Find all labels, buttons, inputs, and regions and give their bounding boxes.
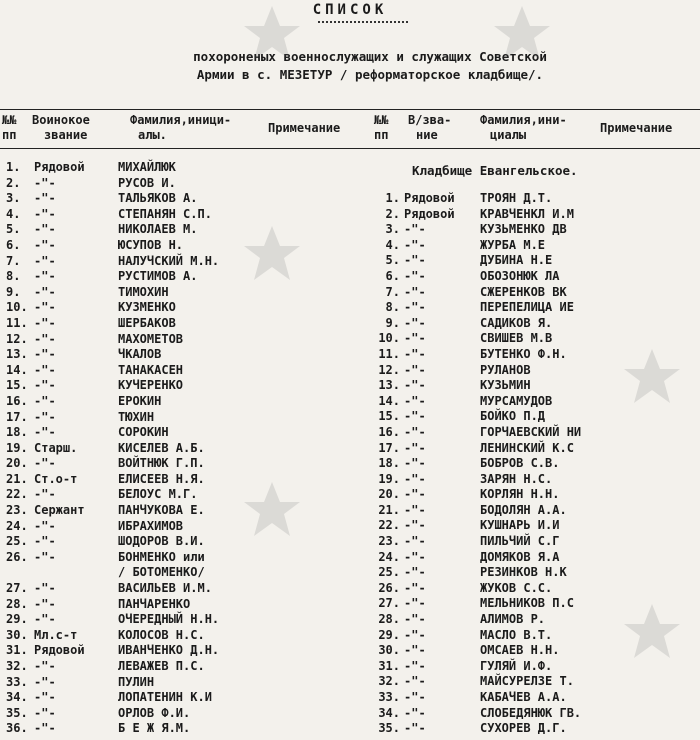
entry-num: 5. xyxy=(6,222,21,237)
subtitle-line-2: Армии в с. МЕЗЕТУР / реформаторское кладбище/. xyxy=(196,67,544,82)
list-item xyxy=(0,363,700,379)
entry-rank: Мл.с-т xyxy=(34,627,78,642)
entry-name: ВОЙТНЮК Г.П. xyxy=(118,456,205,471)
header-rank-line2: звание xyxy=(44,128,88,142)
entry-num: 1. xyxy=(385,191,400,205)
entry-rank: Старш. xyxy=(34,440,78,455)
entry-rank: -"- xyxy=(404,705,426,720)
entry-num: 9. xyxy=(385,315,400,330)
entry-num: 16. xyxy=(378,424,400,439)
entry-rank: -"- xyxy=(34,300,56,315)
list-item xyxy=(0,269,700,285)
entry-num: 3. xyxy=(385,222,400,237)
header-name xyxy=(130,113,231,143)
entry-name: ЧКАЛОВ xyxy=(118,347,162,362)
entry-rank: -"- xyxy=(404,393,426,408)
entry-name: АЛИМОВ Р. xyxy=(480,612,546,627)
entry-rank: -"- xyxy=(404,378,426,393)
list-item xyxy=(0,285,700,301)
entry-rank: -"- xyxy=(34,237,56,252)
entry-num: 4. xyxy=(385,237,400,252)
entry-num: 6. xyxy=(6,237,21,252)
list-item xyxy=(0,706,700,722)
entry-num: 15. xyxy=(378,409,400,424)
list-item xyxy=(0,409,700,425)
list-item xyxy=(0,176,360,192)
entry-rank: -"- xyxy=(404,284,426,299)
list-item xyxy=(0,441,700,457)
header-note: Примечание xyxy=(268,121,341,135)
entry-name: ЕРОКИН xyxy=(118,393,162,408)
entry-num: 16. xyxy=(6,393,28,408)
header-name-line2: алы. xyxy=(138,128,167,142)
entry-name: БОНМЕНКО или xyxy=(118,549,205,564)
entry-rank: -"- xyxy=(404,456,426,471)
entry-rank: -"- xyxy=(34,393,56,408)
entry-rank: -"- xyxy=(34,315,56,330)
entry-num: 28. xyxy=(6,596,28,611)
list-item xyxy=(0,596,700,612)
list-item xyxy=(0,487,700,503)
entry-num: 32. xyxy=(6,659,28,673)
entry-name: МАХОМЕТОВ xyxy=(118,331,184,346)
list-item xyxy=(0,659,700,675)
entry-num: 24. xyxy=(6,518,28,533)
entry-name: Б Е Ж Я.М. xyxy=(118,721,191,736)
entry-name: ГУЛЯЙ И.Ф. xyxy=(480,658,553,673)
entry-name: ЛЕВАЖЕВ П.С. xyxy=(118,659,205,673)
entry-name: ОБОЗОНЮК ЛА xyxy=(480,268,560,283)
entry-num: 31. xyxy=(378,658,400,673)
entry-rank: -"- xyxy=(34,705,56,720)
list-item xyxy=(0,160,360,176)
entry-name: ЖУРБА М.Е xyxy=(480,237,546,252)
entry-num: 13. xyxy=(6,347,28,362)
entry-rank: Сержант xyxy=(34,503,85,518)
entry-name: КУЗЬМЕНКО ДВ xyxy=(480,222,567,237)
watermark-stamp xyxy=(240,222,304,286)
document-title: СПИСОК xyxy=(312,2,388,18)
entry-name: ЕЛИСЕЕВ Н.Я. xyxy=(118,471,205,486)
entry-rank: Рядовой xyxy=(404,206,455,221)
entry-num: 19. xyxy=(378,471,400,486)
entry-num: 26. xyxy=(378,580,400,595)
list-item xyxy=(0,518,700,534)
header-rank2-line1: В/зва- xyxy=(408,113,452,127)
entry-name: СЖЕРЕНКОВ ВК xyxy=(480,284,567,299)
entry-rank: -"- xyxy=(34,206,56,221)
entry-rank: -"- xyxy=(34,549,56,564)
entry-num: 8. xyxy=(385,300,400,315)
list-item xyxy=(0,503,700,519)
header-num-line1: №№ xyxy=(2,113,17,127)
entry-num: 20. xyxy=(378,487,400,502)
entry-rank: -"- xyxy=(34,612,56,627)
list-item xyxy=(0,581,700,597)
entry-name: КИСЕЛЕВ А.Б. xyxy=(118,440,205,455)
entry-name: ПЕРЕПЕЛИЦА ИЕ xyxy=(480,300,574,315)
entry-rank: -"- xyxy=(34,659,56,673)
entry-num: 27. xyxy=(6,581,28,596)
entry-name: КУЗЬМИН xyxy=(480,378,531,393)
header-note-2: Примечание xyxy=(600,121,673,135)
entry-rank: -"- xyxy=(404,596,426,611)
entry-name: КОЛОСОВ Н.С. xyxy=(118,627,205,642)
header-rank2-line2: ние xyxy=(416,128,438,142)
list-item xyxy=(0,628,700,644)
entry-num: 6. xyxy=(385,268,400,283)
entry-num: 7. xyxy=(385,284,400,299)
entry-rank: -"- xyxy=(404,612,426,627)
entry-name: ТАНАКАСЕН xyxy=(118,362,184,377)
header-rank-2 xyxy=(408,113,451,143)
header-rule-top xyxy=(0,109,700,110)
list-item xyxy=(0,222,700,238)
entry-rank: -"- xyxy=(404,549,426,564)
entry-name: МИХАЙЛЮК xyxy=(118,160,176,174)
entry-rank: -"- xyxy=(34,518,56,533)
entry-rank: Рядовой xyxy=(34,643,85,658)
entry-name: МАЙСУРЕЛЗЕ Т. xyxy=(480,674,574,689)
entry-name: ЖУКОВ С.С. xyxy=(480,580,553,595)
entry-rank: -"- xyxy=(34,581,56,596)
entry-num: 35. xyxy=(378,721,400,736)
entry-rank: -"- xyxy=(404,580,426,595)
list-item xyxy=(0,300,700,316)
header-rank-line1: Воинокое xyxy=(32,113,90,127)
entry-name: НАЛУЧСКИЙ М.Н. xyxy=(118,253,220,268)
header-num xyxy=(2,113,16,143)
entry-rank: -"- xyxy=(404,690,426,704)
entry-rank: -"- xyxy=(34,690,56,705)
entry-num: 35. xyxy=(6,705,28,720)
entry-rank: -"- xyxy=(404,674,426,689)
entry-name: БОБРОВ С.В. xyxy=(480,456,560,471)
entry-num: 13. xyxy=(378,378,400,393)
watermark-stamp xyxy=(240,478,304,542)
entry-name: БОЙКО П.Д xyxy=(480,409,546,424)
entry-name: ЮСУПОВ Н. xyxy=(118,237,184,252)
entry-num: 27. xyxy=(378,596,400,611)
entry-name: РУСОВ И. xyxy=(118,175,176,190)
entry-name: МАСЛО В.Т. xyxy=(480,627,553,642)
entry-num: 20. xyxy=(6,456,28,471)
entry-rank: -"- xyxy=(404,534,426,549)
entry-name: КУЧЕРЕНКО xyxy=(118,378,184,393)
entry-num: 30. xyxy=(6,627,28,642)
entry-name: КОРЛЯН Н.Н. xyxy=(480,487,560,502)
entry-name: ИБРАХИМОВ xyxy=(118,518,184,533)
entry-rank: -"- xyxy=(404,440,426,455)
entry-name: РЕЗИНКОВ Н.К xyxy=(480,565,567,580)
entry-name: ШОДОРОВ В.И. xyxy=(118,534,205,549)
header-name2-line1: Фамилия,ини- xyxy=(480,113,567,127)
entry-num: 28. xyxy=(378,612,400,627)
list-item xyxy=(0,721,700,737)
entry-rank: -"- xyxy=(404,487,426,502)
entry-rank: -"- xyxy=(34,362,56,377)
list-item xyxy=(0,238,700,254)
entry-name: РУСТИМОВ А. xyxy=(118,269,198,284)
entry-num: 33. xyxy=(378,690,400,704)
list-item xyxy=(0,612,700,628)
header-num-2 xyxy=(374,113,388,143)
entry-rank: -"- xyxy=(34,253,56,268)
entry-num: 18. xyxy=(6,425,28,440)
entry-rank: -"- xyxy=(404,518,426,533)
list-item xyxy=(0,331,700,347)
entry-rank: -"- xyxy=(404,658,426,673)
entry-num: 7. xyxy=(6,253,21,268)
entry-name: ДУБИНА Н.Е xyxy=(480,253,553,268)
entry-name: ТЮХИН xyxy=(118,409,155,424)
entry-name: МУРСАМУДОВ xyxy=(480,393,553,408)
entry-name: ПУЛИН xyxy=(118,674,155,689)
list-item xyxy=(0,253,700,269)
entry-num: 34. xyxy=(378,705,400,720)
entry-rank: Рядовой xyxy=(34,160,85,174)
entry-name: КУШНАРЬ И.И xyxy=(480,518,560,533)
entry-num: 9. xyxy=(6,284,21,299)
entry-num: 5. xyxy=(385,253,400,268)
entry-rank: -"- xyxy=(34,284,56,299)
entry-name: СОРОКИН xyxy=(118,425,169,440)
entry-name: КУЗМЕНКО xyxy=(118,300,176,315)
entry-rank: -"- xyxy=(34,456,56,471)
entry-name: НИКОЛАЕВ М. xyxy=(118,222,198,237)
entry-rank: -"- xyxy=(404,471,426,486)
list-item xyxy=(0,207,700,223)
entry-num: 11. xyxy=(378,346,400,361)
entry-num: 18. xyxy=(378,456,400,471)
entry-rank: -"- xyxy=(404,565,426,580)
entry-name: СВИШЕВ М.В xyxy=(480,331,553,346)
entry-rank: -"- xyxy=(404,721,426,736)
list-item xyxy=(0,565,700,581)
entry-rank: -"- xyxy=(34,378,56,393)
list-item xyxy=(0,378,700,394)
entry-num: 1. xyxy=(6,160,21,174)
entry-name: МЕЛЬНИКОВ П.С xyxy=(480,596,574,611)
entry-num: 32. xyxy=(378,674,400,689)
entry-name: ТАЛЬЯКОВ А. xyxy=(118,191,198,206)
subtitle-line-1: похороненых военнослужащих и служащих Советской xyxy=(193,49,547,64)
entry-rank: -"- xyxy=(34,175,56,190)
entry-rank: -"- xyxy=(404,222,426,237)
entry-rank: -"- xyxy=(404,643,426,658)
entry-name: ШЕРБАКОВ xyxy=(118,315,176,330)
entry-num: 12. xyxy=(6,331,28,346)
entry-name: БЕЛОУС М.Г. xyxy=(118,487,198,502)
entry-rank: -"- xyxy=(404,300,426,315)
list-item xyxy=(0,191,700,207)
entry-name: ВАСИЛЬЕВ И.М. xyxy=(118,581,212,596)
entry-name: СТЕПАНЯН С.П. xyxy=(118,206,212,221)
watermark-stamp xyxy=(620,600,684,664)
entry-name: ТИМОХИН xyxy=(118,284,169,299)
entry-num: 29. xyxy=(6,612,28,627)
entry-name: САДИКОВ Я. xyxy=(480,315,553,330)
entry-rank: -"- xyxy=(34,487,56,502)
entry-name: РУЛАНОВ xyxy=(480,362,531,377)
entry-rank: -"- xyxy=(404,409,426,424)
entry-num: 2. xyxy=(6,175,21,190)
header-rule-bottom xyxy=(0,148,700,149)
cemetery-label: Кладбище Евангельское. xyxy=(412,163,578,178)
entry-num: 36. xyxy=(6,721,28,736)
entry-num: 15. xyxy=(6,378,28,393)
header-num-line2: пп xyxy=(2,128,17,142)
entry-num: 3. xyxy=(6,191,21,206)
entry-name: ОРЛОВ Ф.И. xyxy=(118,705,191,720)
entry-num: 33. xyxy=(6,674,28,689)
list-item xyxy=(0,674,700,690)
entry-num: 31. xyxy=(6,643,28,658)
entry-name: БУТЕНКО Ф.Н. xyxy=(480,346,567,361)
entry-num: 10. xyxy=(378,331,400,346)
entry-name: ОЧЕРЕДНЫЙ Н.Н. xyxy=(118,612,220,627)
entry-num: 10. xyxy=(6,300,28,315)
header-rank xyxy=(32,113,90,143)
entry-num: 23. xyxy=(378,534,400,549)
list-item xyxy=(0,643,700,659)
entry-name: КАБАЧЕВ А.А. xyxy=(480,690,567,704)
entry-rank: -"- xyxy=(404,331,426,346)
entry-num: 25. xyxy=(6,534,28,549)
entry-num: 24. xyxy=(378,549,400,564)
entry-num: 8. xyxy=(6,269,21,284)
header-num2-line2: пп xyxy=(374,128,389,142)
header-name-line1: Фамилия,иници- xyxy=(130,113,232,127)
watermark-stamp xyxy=(490,2,554,66)
entry-name: ГОРЧАЕВСКИЙ НИ xyxy=(480,424,582,439)
entry-rank: -"- xyxy=(34,222,56,237)
entry-rank: -"- xyxy=(404,424,426,439)
header-num2-line1: №№ xyxy=(374,113,389,127)
header-name2-line2: циалы xyxy=(490,128,527,142)
entry-rank: -"- xyxy=(404,315,426,330)
right-list xyxy=(0,191,700,737)
entry-name: ДОМЯКОВ Я.А xyxy=(480,549,560,564)
list-item xyxy=(0,690,700,706)
entry-name: ОМСАЕВ Н.Н. xyxy=(480,643,560,658)
entry-num: 23. xyxy=(6,503,28,518)
entry-rank: -"- xyxy=(34,674,56,689)
entry-num: 2. xyxy=(385,206,400,221)
entry-num: 34. xyxy=(6,690,28,705)
entry-rank: -"- xyxy=(34,534,56,549)
entry-name: ЗАРЯН Н.С. xyxy=(480,471,553,486)
entry-num: 25. xyxy=(378,565,400,580)
list-item xyxy=(0,347,700,363)
entry-rank: -"- xyxy=(404,627,426,642)
list-item xyxy=(0,456,700,472)
title-underline xyxy=(318,21,408,23)
entry-num: 30. xyxy=(378,643,400,658)
entry-num: 17. xyxy=(378,440,400,455)
entry-name: ТРОЯН Д.Т. xyxy=(480,191,553,205)
list-item xyxy=(0,550,700,566)
entry-rank: -"- xyxy=(34,191,56,206)
entry-num: 21. xyxy=(378,502,400,517)
entry-name: СУХОРЕВ Д.Г. xyxy=(480,721,567,736)
watermark-stamp xyxy=(240,2,304,66)
entry-rank: Рядовой xyxy=(404,191,455,205)
list-item xyxy=(0,534,700,550)
entry-rank: -"- xyxy=(404,253,426,268)
entry-num: 4. xyxy=(6,206,21,221)
list-item xyxy=(0,425,700,441)
entry-num: 14. xyxy=(6,362,28,377)
entry-num: 12. xyxy=(378,362,400,377)
entry-name: ИВАНЧЕНКО Д.Н. xyxy=(118,643,220,658)
list-item xyxy=(0,394,700,410)
entry-rank: -"- xyxy=(404,237,426,252)
entry-rank: -"- xyxy=(34,269,56,284)
entry-rank: -"- xyxy=(34,721,56,736)
entry-num: 19. xyxy=(6,440,28,455)
entry-num: 26. xyxy=(6,549,28,564)
list-item xyxy=(0,472,700,488)
entry-num: 22. xyxy=(378,518,400,533)
entry-rank: -"- xyxy=(404,268,426,283)
entry-rank: Ст.о-т xyxy=(34,471,78,486)
entry-name: БОДОЛЯН А.А. xyxy=(480,502,567,517)
entry-rank: -"- xyxy=(404,362,426,377)
entry-rank: -"- xyxy=(34,331,56,346)
entry-name: ПАНЧУКОВА Е. xyxy=(118,503,205,518)
watermark-stamp xyxy=(620,345,684,409)
entry-num: 29. xyxy=(378,627,400,642)
list-item xyxy=(0,316,700,332)
entry-num: 22. xyxy=(6,487,28,502)
entry-name: ЛЕНИНСКИЙ К.С xyxy=(480,440,574,455)
entry-name: СЛОБЕДЯНЮК ГВ. xyxy=(480,705,582,720)
entry-rank: -"- xyxy=(404,502,426,517)
entry-rank: -"- xyxy=(34,409,56,424)
entry-rank: -"- xyxy=(404,346,426,361)
entry-num: 11. xyxy=(6,315,28,330)
entry-name: / БОТОМЕНКО/ xyxy=(118,565,205,580)
entry-name: КРАВЧЕНКЛ И.М xyxy=(480,206,574,221)
entry-num: 14. xyxy=(378,393,400,408)
entry-name: ПИЛЬЧИЙ С.Г xyxy=(480,534,560,549)
entry-name: ПАНЧАРЕНКО xyxy=(118,596,191,611)
entry-rank: -"- xyxy=(34,596,56,611)
header-name-2 xyxy=(480,113,567,143)
entry-rank: -"- xyxy=(34,425,56,440)
entry-num: 17. xyxy=(6,409,28,424)
entry-name: ЛОПАТЕНИН К.И xyxy=(118,690,212,705)
entry-num: 21. xyxy=(6,471,28,486)
entry-rank: -"- xyxy=(34,347,56,362)
